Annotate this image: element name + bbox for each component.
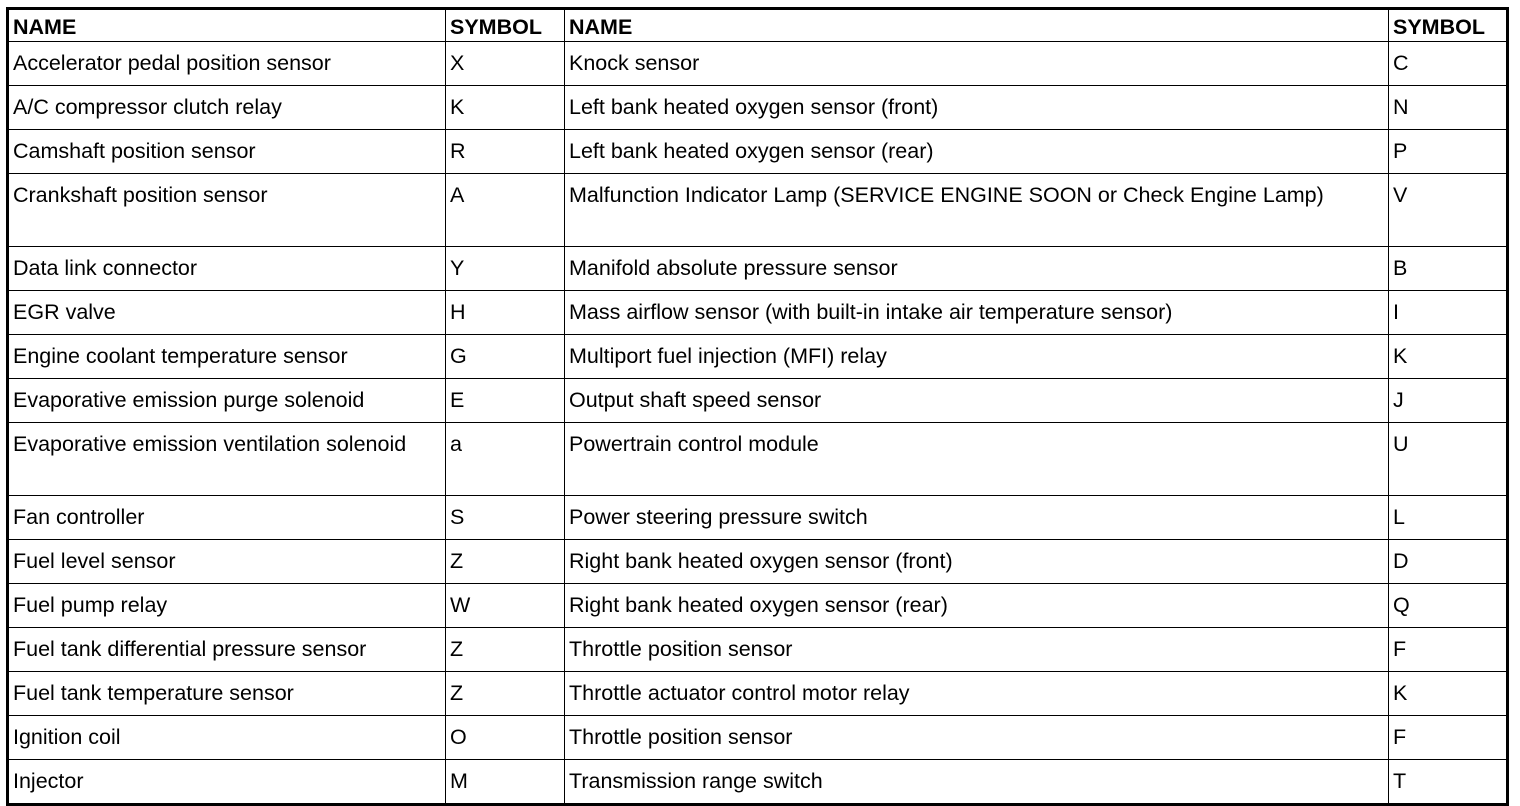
right-name-cell: Throttle actuator control motor relay: [565, 672, 1389, 716]
right-symbol-cell: U: [1389, 423, 1508, 496]
table-row: [8, 42, 1508, 86]
left-name-cell: Accelerator pedal position sensor: [8, 42, 446, 86]
right-symbol-cell: N: [1389, 86, 1508, 130]
left-symbol-cell: Z: [446, 540, 565, 584]
right-name-cell: Powertrain control module: [565, 423, 1389, 496]
left-name-cell: Fan controller: [8, 496, 446, 540]
table-row: [8, 291, 1508, 335]
table-row: [8, 584, 1508, 628]
left-name-cell: Fuel tank differential pressure sensor: [8, 628, 446, 672]
left-name-cell: Evaporative emission purge solenoid: [8, 379, 446, 423]
right-symbol-cell: B: [1389, 247, 1508, 291]
right-name-cell: Malfunction Indicator Lamp (SERVICE ENGINE SOON or Check Engine Lamp): [565, 174, 1389, 247]
table-row: [8, 379, 1508, 423]
right-name-cell: Left bank heated oxygen sensor (rear): [565, 130, 1389, 174]
table-row: [8, 86, 1508, 130]
right-symbol-cell: V: [1389, 174, 1508, 247]
left-symbol-cell: K: [446, 86, 565, 130]
left-symbol-cell: O: [446, 716, 565, 760]
header-name-left: NAME: [8, 9, 446, 42]
left-name-cell: Ignition coil: [8, 716, 446, 760]
left-name-cell: Evaporative emission ventilation solenoid: [8, 423, 446, 496]
right-symbol-cell: P: [1389, 130, 1508, 174]
right-symbol-cell: L: [1389, 496, 1508, 540]
left-symbol-cell: G: [446, 335, 565, 379]
header-row: [8, 9, 1508, 42]
right-name-cell: Manifold absolute pressure sensor: [565, 247, 1389, 291]
table-row: [8, 628, 1508, 672]
table-row: [8, 174, 1508, 247]
header-name-right: NAME: [565, 9, 1389, 42]
left-symbol-cell: Y: [446, 247, 565, 291]
left-symbol-cell: W: [446, 584, 565, 628]
right-name-cell: Left bank heated oxygen sensor (front): [565, 86, 1389, 130]
table-row: [8, 423, 1508, 496]
left-name-cell: Injector: [8, 760, 446, 805]
right-symbol-cell: K: [1389, 335, 1508, 379]
right-symbol-cell: F: [1389, 628, 1508, 672]
table-row: [8, 247, 1508, 291]
left-name-cell: Camshaft position sensor: [8, 130, 446, 174]
table-row: [8, 716, 1508, 760]
right-symbol-cell: I: [1389, 291, 1508, 335]
table-row: [8, 760, 1508, 805]
left-name-cell: Fuel tank temperature sensor: [8, 672, 446, 716]
header-symbol-left: SYMBOL: [446, 9, 565, 42]
right-symbol-cell: C: [1389, 42, 1508, 86]
right-name-cell: Right bank heated oxygen sensor (front): [565, 540, 1389, 584]
right-name-cell: Output shaft speed sensor: [565, 379, 1389, 423]
left-name-cell: Crankshaft position sensor: [8, 174, 446, 247]
right-name-cell: Knock sensor: [565, 42, 1389, 86]
right-name-cell: Throttle position sensor: [565, 716, 1389, 760]
left-name-cell: A/C compressor clutch relay: [8, 86, 446, 130]
table-row: [8, 130, 1508, 174]
left-symbol-cell: Z: [446, 628, 565, 672]
right-symbol-cell: J: [1389, 379, 1508, 423]
left-name-cell: Fuel level sensor: [8, 540, 446, 584]
left-symbol-cell: X: [446, 42, 565, 86]
table-row: [8, 540, 1508, 584]
right-name-cell: Mass airflow sensor (with built-in intake air temperature sensor): [565, 291, 1389, 335]
left-symbol-cell: S: [446, 496, 565, 540]
left-symbol-cell: R: [446, 130, 565, 174]
left-name-cell: Fuel pump relay: [8, 584, 446, 628]
right-name-cell: Power steering pressure switch: [565, 496, 1389, 540]
left-name-cell: Data link connector: [8, 247, 446, 291]
right-symbol-cell: Q: [1389, 584, 1508, 628]
right-name-cell: Transmission range switch: [565, 760, 1389, 805]
right-name-cell: Throttle position sensor: [565, 628, 1389, 672]
table-row: [8, 496, 1508, 540]
table-row: [8, 335, 1508, 379]
table-row: [8, 672, 1508, 716]
right-symbol-cell: F: [1389, 716, 1508, 760]
left-symbol-cell: Z: [446, 672, 565, 716]
left-symbol-cell: A: [446, 174, 565, 247]
left-symbol-cell: M: [446, 760, 565, 805]
left-name-cell: Engine coolant temperature sensor: [8, 335, 446, 379]
right-symbol-cell: T: [1389, 760, 1508, 805]
left-symbol-cell: a: [446, 423, 565, 496]
right-symbol-cell: K: [1389, 672, 1508, 716]
left-symbol-cell: E: [446, 379, 565, 423]
left-symbol-cell: H: [446, 291, 565, 335]
right-name-cell: Multiport fuel injection (MFI) relay: [565, 335, 1389, 379]
left-name-cell: EGR valve: [8, 291, 446, 335]
component-symbol-table: [6, 7, 1509, 806]
right-symbol-cell: D: [1389, 540, 1508, 584]
right-name-cell: Right bank heated oxygen sensor (rear): [565, 584, 1389, 628]
header-symbol-right: SYMBOL: [1389, 9, 1508, 42]
